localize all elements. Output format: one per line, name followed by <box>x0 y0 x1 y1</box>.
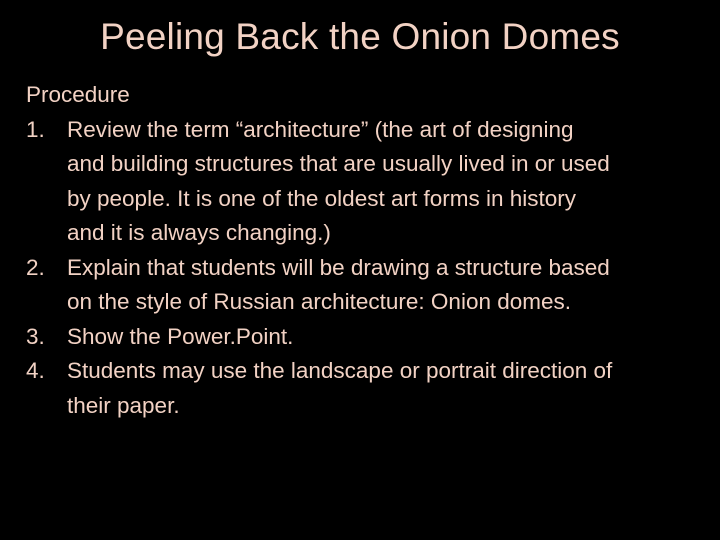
step-text-line: and building structures that are usually lived in or used <box>67 151 610 176</box>
list-item <box>26 320 706 355</box>
step-text-line: on the style of Russian architecture: Onion domes. <box>67 289 572 314</box>
slide-body <box>26 78 706 423</box>
slide-title: Peeling Back the Onion Domes <box>100 16 620 57</box>
step-number: 3. <box>26 323 45 349</box>
list-item <box>26 113 706 251</box>
step-number: 4. <box>26 358 45 383</box>
step-text-line: and it is always changing.) <box>67 220 331 245</box>
step-text-line: Show the Power.Point. <box>67 323 294 349</box>
list-item <box>26 354 706 423</box>
step-number: 2. <box>26 254 45 280</box>
list-item <box>26 251 706 320</box>
step-text-line: Review the term “architecture” (the art of designing <box>67 116 574 142</box>
step-text-line: Students may use the landscape or portrait direction of <box>67 358 613 383</box>
procedure-steps <box>26 113 706 424</box>
step-text-line: their paper. <box>67 392 180 418</box>
procedure-heading: Procedure <box>26 82 130 107</box>
step-number: 1. <box>26 116 45 142</box>
step-text-line: by people. It is one of the oldest art forms in history <box>67 185 577 211</box>
step-text-line: Explain that students will be drawing a structure based <box>67 254 610 280</box>
